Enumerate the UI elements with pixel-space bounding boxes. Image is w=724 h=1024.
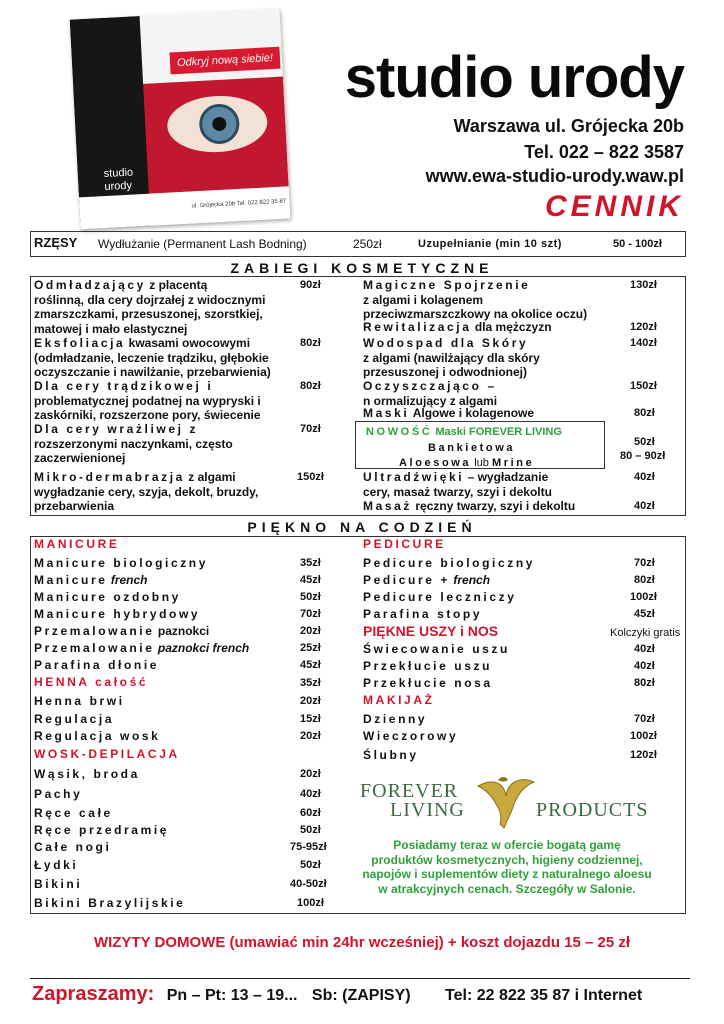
henna-heading: HENNA całość (34, 675, 149, 689)
makijaz-item: Wieczorowy (363, 729, 459, 743)
rzesy-label: RZĘSY (34, 235, 78, 250)
makijaz-item: Ślubny (363, 748, 419, 762)
poster-brand: studio urody (103, 166, 134, 194)
pedicure-item: Pedicure leczniczy (363, 590, 517, 604)
uszy-price: 40zł (634, 660, 655, 672)
price-spojrzenie: 130zł (630, 279, 657, 291)
pedicure-price: 70zł (634, 557, 655, 569)
manicure-item: Manicure hybrydowy (34, 607, 201, 621)
wosk-item: Bikini (34, 877, 83, 891)
manicure-item: Manicure biologiczny (34, 556, 209, 570)
pedicure-price: 100zł (630, 591, 657, 603)
nowosc-label: NOWOŚĆ Maski FOREVER LIVING (366, 426, 562, 438)
uszy-price: 40zł (634, 643, 655, 655)
footer (32, 983, 642, 1006)
wosk-item: Ręce przedramię (34, 823, 170, 837)
piekno-heading: PIĘKNO NA CODZIEŃ (247, 519, 477, 535)
henna-item: Regulacja (34, 712, 115, 726)
footer-zapraszamy: Zapraszamy: (32, 983, 155, 1005)
wosk-item: Łydki (34, 858, 79, 872)
cennik-heading: CENNIK (544, 190, 684, 223)
manicure-price: 50zł (300, 591, 321, 603)
uszy-note: Kolczyki gratis (610, 627, 681, 639)
manicure-item: Manicure french (34, 573, 148, 587)
wosk-price: 60zł (300, 807, 321, 819)
zabieg-ultradzwieki: Ultradźwięki – wygładzanie cery, masaż twarzy, szyi i dekoltu (363, 470, 552, 499)
bankietowa-label: Bankietowa (428, 442, 516, 454)
manicure-item: Manicure ozdobny (34, 590, 181, 604)
zabieg-spojrzenie: Magiczne Spojrzenie z algami i kolagenem przeciwzmarszczkowy na okolice oczu) (363, 278, 588, 321)
zabieg-maski: Maski Algowe i kolagenowe (363, 406, 535, 420)
henna-price: 20zł (300, 695, 321, 707)
manicure-item: Parafina dłonie (34, 658, 160, 672)
divider (30, 978, 690, 979)
price-aloesowa: 80 – 90zł (620, 450, 666, 462)
makijaz-price: 120zł (630, 749, 657, 761)
rzesy-refill-price: 50 - 100zł (613, 238, 662, 250)
manicure-price: 70zł (300, 608, 321, 620)
footer-saturday: Sb: (ZAPISY) (311, 987, 411, 1004)
page-title: studio urody (344, 45, 684, 110)
pedicure-item: Pedicure + french (363, 573, 491, 587)
rzesy-refill: Uzupełnianie (min 10 szt) (418, 238, 562, 250)
phone: Tel. 022 – 822 3587 (524, 142, 684, 162)
zabieg-wrazliwa: Dla cery wrażliwej z rozszerzonymi naczynkami, często zaczerwienionej (34, 422, 233, 465)
makijaz-price: 100zł (630, 730, 657, 742)
makijaz-item: Dzienny (363, 712, 428, 726)
wosk-price: 20zł (300, 768, 321, 780)
footer-hours: Pn – Pt: 13 – 19... (166, 987, 298, 1004)
eagle-icon (474, 772, 538, 834)
price-masaz: 40zł (634, 500, 655, 512)
makijaz-heading: MAKIJAŻ (363, 693, 435, 707)
price-tradzikowa: 80zł (300, 380, 321, 392)
wosk-price: 50zł (300, 859, 321, 871)
pedicure-item: Pedicure biologiczny (363, 556, 536, 570)
wosk-item: Całe nogi (34, 840, 112, 854)
salon-poster-image (70, 9, 291, 230)
price-odmladzajacy: 90zł (300, 279, 321, 291)
manicure-item: Przemalowanie paznokci (34, 624, 210, 638)
manicure-item: Przemalowanie paznokci french (34, 641, 250, 655)
rzesy-desc: Wydłużanie (Permanent Lash Bodning) (98, 237, 307, 251)
aloesowa-label: Aloesowa lub Mrine (399, 457, 535, 469)
wosk-item: Pachy (34, 787, 83, 801)
manicure-price: 45zł (300, 574, 321, 586)
wosk-item: Wąsik, broda (34, 767, 140, 781)
makijaz-price: 70zł (634, 713, 655, 725)
wosk-price: 50zł (300, 824, 321, 836)
manicure-price: 35zł (300, 557, 321, 569)
pedicure-heading: PEDICURE (363, 537, 446, 551)
wosk-price: 75-95zł (290, 841, 327, 853)
zabieg-eksfoliacja: Eksfoliacja kwasami owocowymi (odmładzanie, leczenie trądziku, głębokie oczyszczanie i nawilżanie, przebarwienia) (34, 336, 271, 379)
zabieg-odmladzajacy: Odmładzający z placentą roślinną, dla cery dojrzałej z widocznymi zmarszczkami, przesuszonej, szorstkiej, matowej i mało elastycznej (34, 278, 266, 336)
manicure-price: 25zł (300, 642, 321, 654)
manicure-price: 45zł (300, 659, 321, 671)
forever-living-logo: FOREVER LIVING PRODUCTS (360, 772, 660, 834)
wosk-price: 40-50zł (290, 878, 327, 890)
wosk-item: Bikini Brazylijskie (34, 896, 186, 910)
manicure-price: 20zł (300, 625, 321, 637)
henna-price: 15zł (300, 713, 321, 725)
wosk-heading: WOSK-DEPILACJA (34, 747, 180, 761)
uszy-price: 80zł (634, 677, 655, 689)
uszy-heading: PIĘKNE USZY i NOS (363, 623, 499, 639)
zabieg-masaz: Masaż ręczny twarzy, szyi i dekoltu (363, 499, 576, 513)
price-wrazliwa: 70zł (300, 423, 321, 435)
manicure-heading: MANICURE (34, 537, 120, 551)
henna-price: 35zł (300, 677, 321, 689)
uszy-item: Przekłucie nosa (363, 676, 493, 690)
henna-item: Henna brwi (34, 694, 125, 708)
zabieg-mikrodermabrazja: Mikro-dermabrazja z algami wygładzanie cery, szyja, dekolt, bruzdy, przebarwienia (34, 470, 259, 513)
pedicure-price: 80zł (634, 574, 655, 586)
footer-phone: Tel: 22 822 35 87 i Internet (445, 987, 643, 1004)
address: Warszawa ul. Grójecka 20b (453, 116, 684, 136)
website: www.ewa-studio-urody.waw.pl (425, 166, 684, 186)
pedicure-price: 45zł (634, 608, 655, 620)
zabieg-oczyszczajaco: Oczyszczająco – n ormalizujący z algami (363, 379, 498, 408)
uszy-item: Przekłucie uszu (363, 659, 493, 673)
zabieg-rewitalizacja: Rewitalizacja dla mężczyzn (363, 320, 552, 334)
zabieg-tradzikowa: Dla cery trądzikowej i problematycznej podatnej na wypryski i zaskórniki, rozszerzone pory, świecenie (34, 379, 261, 422)
price-eksfoliacja: 80zł (300, 337, 321, 349)
rzesy-price: 250zł (353, 237, 382, 251)
wosk-item: Ręce całe (34, 806, 113, 820)
wosk-price: 40zł (300, 788, 321, 800)
price-bankietowa: 50zł (634, 436, 655, 448)
promo-text: Posiadamy teraz w ofercie bogatą gamę produktów kosmetycznych, higieny codziennej, napojów i suplementów diety z naturalnego aloesu w atrakcyjnych cenach. Szczegóły w Salonie. (362, 838, 652, 896)
uszy-item: Świecowanie uszu (363, 642, 510, 656)
pedicure-item: Parafina stopy (363, 607, 483, 621)
home-visits-note: WIZYTY DOMOWE (umawiać min 24hr wcześniej) + koszt dojazdu 15 – 25 zł (93, 934, 631, 951)
wosk-price: 100zł (297, 897, 324, 909)
zabieg-wodospad: Wodospad dla Skóry z algami (nawilżający dla skóry przesuszonej i odwodnionej) (363, 336, 540, 379)
henna-item: Regulacja wosk (34, 729, 161, 743)
henna-price: 20zł (300, 730, 321, 742)
poster-footer: ul. Grójecka 20b Tel. 022 822 35 87 (79, 186, 290, 229)
price-maski: 80zł (634, 407, 655, 419)
zabiegi-heading: ZABIEGI KOSMETYCZNE (230, 260, 494, 276)
price-wodospad: 140zł (630, 337, 657, 349)
poster-tagline: Odkryj nową siebie! (170, 47, 281, 75)
price-rewitalizacja: 120zł (630, 321, 657, 333)
price-mikrodermabrazja: 150zł (297, 471, 324, 483)
price-ultradzwieki: 40zł (634, 471, 655, 483)
price-oczyszczajaco: 150zł (630, 380, 657, 392)
